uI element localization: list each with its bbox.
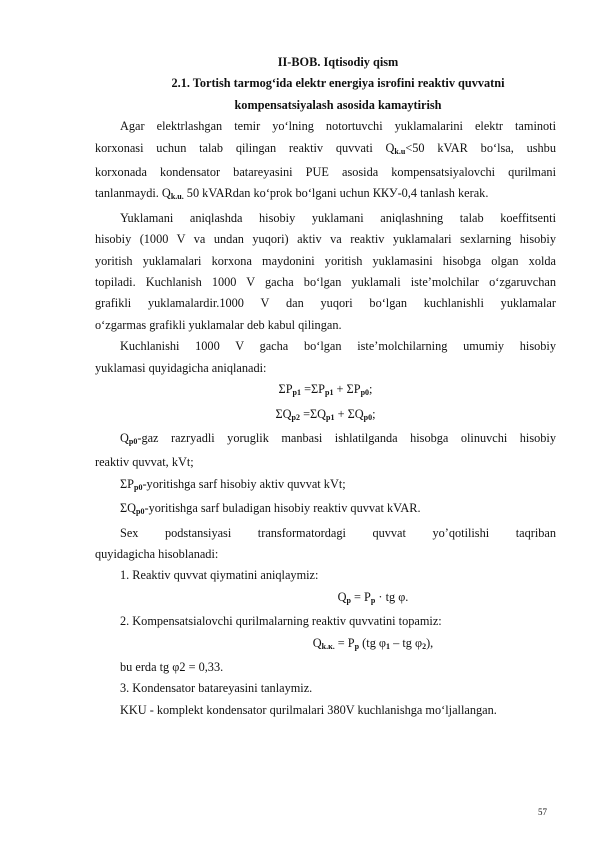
step-3-note: KKU - komplekt kondensator qurilmalari 380V kuchlanishga mo‘ljallangan. bbox=[120, 702, 497, 717]
paragraph-1: Agar elektrlashgan temir yo‘lning notortuvchi yuklamalarini elektr taminoti korxonasi uchun talab qilingan reaktiv quvvati $Q_{k.u}<50$ kVAR bo‘lsa, ushbu korxonada kondensator batareyasini PUE asosida kompensatsiyalovchi qurilmani tanlanmaydi. $Q_{k.u.}$ 50 kVARdan ko‘prok bo‘lgani uchun ККУ-0,4 tanlash kerak. bbox=[95, 119, 556, 202]
definition-sum-q0: $\Sigma Q_{p0}$-yoritishga sarf buladigan hisobiy reaktiv quvvat kVAR. bbox=[120, 501, 421, 517]
definition-sum-p0: $\Sigma P_{p0}$-yoritishga sarf hisobiy aktiv quvvat kVt; bbox=[120, 476, 346, 492]
paragraph-3: Kuchlanishi 1000 V gacha bo‘lgan iste’molchilarning umumiy hisobiy yuklamasi quyidagicha aniqlanadi: bbox=[95, 339, 556, 375]
section-title-line1: 2.1. Tortish tarmog‘ida elektr energiya isrofini reaktiv quvvatni bbox=[171, 76, 505, 91]
formula-sum-q: $\Sigma Q_{p2} =\Sigma Q_{p1} + \Sigma Q_{p0}$; bbox=[275, 406, 376, 422]
formula-sum-p: $\Sigma P_{p1} =\Sigma P_{p1} + \Sigma P_{p0}$; bbox=[278, 382, 373, 398]
formula-compensation: $Q_{k.к.} = P_p$ (tg $\varphi_1$ – tg $\varphi_2$), bbox=[312, 635, 434, 651]
step-3: 3. Kondensator batareyasini tanlaymiz. bbox=[120, 681, 313, 696]
paragraph-7: Sex podstansiyasi transformatordagi quvvat yo’qotilishi taqriban quyidagicha hisoblanadi: bbox=[95, 525, 556, 561]
page-number: 57 bbox=[538, 807, 547, 817]
formula-reactive-power: $Q_p = P_p$ · tg φ. bbox=[337, 589, 409, 605]
document-body bbox=[95, 52, 556, 721]
step-2-note: bu erda tg φ2 = 0,33. bbox=[120, 659, 224, 674]
paragraph-2: Yuklamani aniqlashda hisobiy yuklamani aniqlashning talab koeffitsenti hisobiy (1000 V va undan yuqori) aktiv va reaktiv yuklamalari sexlarning hisobiy yoritish yuklamalari korxona maydonini yoritish yuklamasini hisobga olgan xolda topiladi. Kuchlanish 1000 V gacha bo‘lgan yuklamali iste’molchilar o‘zgaruvchan grafikli yuklamalardir.1000 V dan yuqori bo‘lgan kuchlanishli yuklamalar o‘zgarmas grafikli yuklamalar deb kabul qilingan. bbox=[95, 210, 556, 332]
paragraph-4: $Q_{p0}$-gaz razryadli yoruglik manbasi ishlatilganda hisobga olinuvchi hisobiy reaktiv quvvat, kVt; bbox=[95, 430, 556, 470]
chapter-title: II-BOB. Iqtisodiy qism bbox=[277, 55, 399, 69]
step-1: 1. Reaktiv quvvat qiymatini aniqlaymiz: bbox=[120, 568, 319, 583]
section-title-line2: kompensatsiyalash asosida kamaytirish bbox=[234, 97, 442, 112]
step-2: 2. Kompensatsialovchi qurilmalarning reaktiv quvvatini topamiz: bbox=[120, 614, 442, 629]
